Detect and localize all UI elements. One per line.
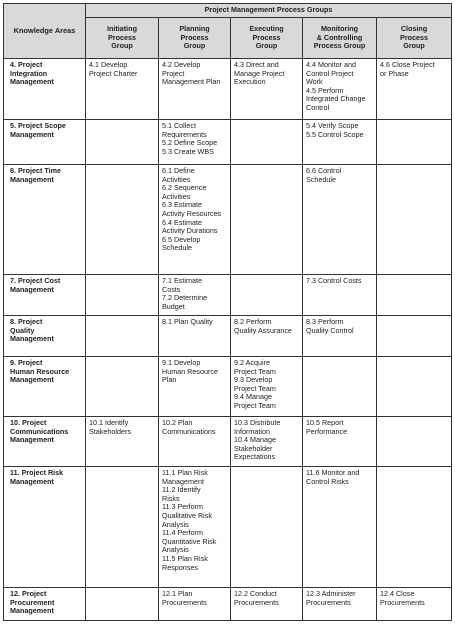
process-group-label-line: Initiating bbox=[107, 24, 137, 34]
process-text-line: 7.3 Control Costs bbox=[306, 276, 362, 285]
process-cell bbox=[86, 357, 159, 417]
knowledge-areas-header: Knowledge Areas bbox=[4, 4, 86, 59]
process-cell bbox=[231, 275, 303, 316]
title-row bbox=[4, 4, 452, 18]
process-group-label-line: Group bbox=[403, 41, 425, 51]
process-cell bbox=[377, 165, 452, 275]
process-cell bbox=[377, 417, 452, 467]
table-body bbox=[4, 59, 452, 621]
process-text-line: or Phase bbox=[380, 68, 409, 78]
table-row bbox=[4, 59, 452, 120]
process-group-label-line: Process bbox=[108, 32, 136, 42]
process-cell bbox=[303, 588, 377, 621]
table-row bbox=[4, 275, 452, 316]
process-cell bbox=[86, 316, 159, 357]
process-group-label-line: Process bbox=[180, 32, 209, 42]
process-text-line: Stakeholder bbox=[234, 443, 273, 453]
process-text-line: 9.4 Manage bbox=[234, 392, 272, 402]
process-cell bbox=[303, 275, 377, 316]
process-cell bbox=[86, 120, 159, 165]
process-text-line: 9.1 Develop bbox=[162, 358, 201, 367]
process-text-line: Project Team bbox=[234, 366, 276, 376]
process-cell bbox=[231, 120, 303, 165]
knowledge-area-cell bbox=[4, 59, 86, 120]
table-row bbox=[4, 588, 452, 621]
process-text-line: 7.2 Determine bbox=[162, 293, 208, 303]
process-group-label-line: Planning bbox=[179, 24, 210, 34]
process-text-line: 5.2 Define Scope bbox=[162, 138, 218, 148]
process-text-line: 10.3 Distribute bbox=[234, 418, 281, 427]
process-group-label-line: Closing bbox=[400, 24, 428, 34]
process-cell bbox=[231, 59, 303, 120]
process-text-line: Human Resource bbox=[162, 366, 218, 376]
knowledge-area-label-line: Management bbox=[10, 435, 54, 445]
process-text-line: Schedule bbox=[306, 174, 336, 184]
process-cell bbox=[86, 165, 159, 275]
process-text-line: 6.6 Control bbox=[306, 166, 342, 175]
process-cell bbox=[377, 357, 452, 417]
process-text-line: 8.3 Perform bbox=[306, 317, 344, 326]
knowledge-area-cell bbox=[4, 316, 86, 357]
process-text-line: Management Plan bbox=[162, 77, 221, 87]
table-header bbox=[4, 4, 452, 59]
knowledge-area-label-line: 4. Project bbox=[10, 60, 43, 69]
knowledge-area-label-line: 10. Project bbox=[10, 418, 47, 427]
process-text-line: 10.2 Plan bbox=[162, 418, 193, 427]
table-row bbox=[4, 357, 452, 417]
process-text-line: Project Charter bbox=[89, 68, 138, 78]
process-text-line: 10.1 Identify bbox=[89, 418, 129, 427]
process-cell bbox=[377, 316, 452, 357]
process-text-line: Stakeholders bbox=[89, 426, 131, 436]
table-row bbox=[4, 120, 452, 165]
process-cell bbox=[159, 588, 231, 621]
knowledge-area-label-line: Management bbox=[10, 129, 54, 139]
pm-process-table-container bbox=[3, 3, 451, 621]
process-text-line: 4.1 Develop bbox=[89, 60, 128, 69]
knowledge-area-label-line: Management bbox=[10, 77, 54, 87]
process-text-line: 5.4 Verify Scope bbox=[306, 121, 359, 130]
process-cell bbox=[303, 165, 377, 275]
knowledge-area-label-line: Procurement bbox=[10, 597, 55, 607]
knowledge-area-label-line: Management bbox=[10, 476, 54, 486]
knowledge-area-label-line: 8. Project bbox=[10, 317, 43, 326]
knowledge-area-cell bbox=[4, 120, 86, 165]
process-text-line: 5.3 Create WBS bbox=[162, 146, 214, 156]
process-cell bbox=[231, 165, 303, 275]
process-cell bbox=[303, 120, 377, 165]
process-group-header bbox=[86, 18, 159, 59]
process-cell bbox=[231, 467, 303, 588]
process-group-header bbox=[377, 18, 452, 59]
process-text-line: 6.4 Estimate bbox=[162, 217, 202, 227]
process-cell bbox=[303, 467, 377, 588]
process-text-line: 11.6 Monitor and bbox=[306, 468, 360, 477]
process-cell bbox=[377, 467, 452, 588]
process-text-line: Management bbox=[162, 476, 204, 486]
table-row bbox=[4, 467, 452, 588]
process-text-line: 6.3 Estimate bbox=[162, 200, 202, 210]
process-cell bbox=[231, 417, 303, 467]
process-cell bbox=[159, 467, 231, 588]
process-text-line: Control bbox=[306, 102, 330, 112]
process-text-line: 12.1 Plan bbox=[162, 589, 193, 598]
process-group-label-line: Group bbox=[183, 41, 206, 51]
knowledge-area-label-line: 6. Project Time bbox=[10, 166, 62, 175]
process-text-line: 12.4 Close bbox=[380, 589, 415, 598]
process-text-line: Analysis bbox=[162, 519, 189, 529]
process-group-label-line: Monitoring bbox=[320, 24, 359, 34]
process-cell bbox=[86, 467, 159, 588]
knowledge-area-label-line: Management bbox=[10, 606, 54, 616]
process-text-line: Budget bbox=[162, 301, 185, 311]
process-group-label-line: & Controlling bbox=[316, 32, 363, 42]
process-text-line: Communications bbox=[162, 426, 216, 436]
knowledge-area-label-line: 5. Project Scope bbox=[10, 121, 66, 130]
process-cell bbox=[377, 275, 452, 316]
knowledge-area-cell bbox=[4, 165, 86, 275]
process-cell bbox=[86, 588, 159, 621]
process-text-line: 12.2 Conduct bbox=[234, 589, 277, 598]
process-text-line: Activity Durations bbox=[162, 226, 218, 236]
process-text-line: 12.3 Administer bbox=[306, 589, 356, 598]
process-cell bbox=[159, 165, 231, 275]
knowledge-area-label-line: Management bbox=[10, 174, 54, 184]
process-text-line: 10.4 Manage bbox=[234, 435, 276, 445]
process-text-line: Procurements bbox=[306, 597, 351, 607]
knowledge-area-label-line: Integration bbox=[10, 68, 48, 78]
process-text-line: 4.3 Direct and bbox=[234, 60, 279, 69]
process-text-line: Requirements bbox=[162, 129, 207, 139]
process-group-label-line: Group bbox=[255, 41, 278, 51]
process-text-line: 6.1 Define bbox=[162, 166, 195, 175]
process-text-line: 11.3 Perform bbox=[162, 502, 204, 512]
process-text-line: Procurements bbox=[380, 597, 425, 607]
process-group-header bbox=[303, 18, 377, 59]
process-cell bbox=[231, 588, 303, 621]
knowledge-area-label-line: Quality bbox=[10, 325, 35, 335]
process-cell bbox=[159, 316, 231, 357]
process-text-line: 6.5 Develop bbox=[162, 234, 201, 244]
process-cell bbox=[159, 275, 231, 316]
process-group-label-line: Process bbox=[400, 32, 429, 42]
process-text-line: Control Risks bbox=[306, 476, 349, 486]
knowledge-area-label-line: 11. Project Risk bbox=[10, 468, 64, 477]
pm-process-table bbox=[3, 3, 452, 621]
process-group-header bbox=[159, 18, 231, 59]
process-text-line: Manage Project bbox=[234, 68, 285, 78]
knowledge-area-label-line: Management bbox=[10, 334, 54, 344]
process-cell bbox=[159, 59, 231, 120]
process-text-line: 9.3 Develop bbox=[234, 375, 273, 385]
process-text-line: 4.5 Perform bbox=[306, 85, 344, 95]
process-cell bbox=[377, 588, 452, 621]
process-text-line: 11.4 Perform bbox=[162, 528, 204, 538]
process-group-label-line: Executing bbox=[249, 24, 284, 34]
knowledge-area-cell bbox=[4, 588, 86, 621]
process-text-line: 7.1 Estimate bbox=[162, 276, 202, 285]
process-text-line: Integrated Change bbox=[306, 94, 366, 104]
process-text-line: Information bbox=[234, 426, 270, 436]
process-text-line: Schedule bbox=[162, 243, 192, 253]
table-row bbox=[4, 165, 452, 275]
process-text-line: Project bbox=[162, 68, 185, 78]
knowledge-area-label-line: Management bbox=[10, 375, 54, 385]
process-text-line: 11.1 Plan Risk bbox=[162, 468, 208, 477]
process-text-line: Execution bbox=[234, 77, 266, 87]
process-text-line: 4.2 Develop bbox=[162, 60, 201, 69]
process-text-line: Control Project bbox=[306, 68, 354, 78]
process-text-line: 5.5 Control Scope bbox=[306, 129, 364, 139]
process-group-label-line: Process bbox=[252, 32, 281, 42]
process-groups-title: Project Management Process Groups bbox=[86, 4, 452, 18]
process-text-line: Activity Resources bbox=[162, 208, 222, 218]
process-cell bbox=[377, 59, 452, 120]
process-cell bbox=[303, 357, 377, 417]
process-text-line: 5.1 Collect bbox=[162, 121, 196, 130]
process-text-line: Costs bbox=[162, 284, 181, 294]
process-group-header bbox=[231, 18, 303, 59]
process-cell bbox=[231, 316, 303, 357]
process-text-line: 6.2 Sequence bbox=[162, 183, 207, 193]
process-text-line: 4.4 Monitor and bbox=[306, 60, 356, 69]
process-cell bbox=[303, 316, 377, 357]
process-text-line: 10.5 Report bbox=[306, 418, 344, 427]
process-text-line: Procurements bbox=[162, 597, 207, 607]
process-text-line: Plan bbox=[162, 375, 177, 385]
process-text-line: Expectations bbox=[234, 452, 276, 462]
knowledge-area-label-line: Communications bbox=[10, 426, 69, 436]
process-text-line: Performance bbox=[306, 426, 348, 436]
knowledge-area-label-line: 7. Project Cost bbox=[10, 276, 61, 285]
process-text-line: 11.5 Plan Risk bbox=[162, 553, 208, 563]
process-group-label-line: Group bbox=[111, 41, 133, 51]
process-text-line: Qualitative Risk bbox=[162, 510, 212, 520]
process-text-line: Quality Assurance bbox=[234, 325, 292, 335]
process-text-line: Responses bbox=[162, 562, 198, 572]
process-cell bbox=[303, 417, 377, 467]
process-cell bbox=[86, 275, 159, 316]
table-row bbox=[4, 316, 452, 357]
process-group-label-line: Process Group bbox=[313, 41, 366, 51]
process-text-line: Activities bbox=[162, 191, 191, 201]
process-text-line: Quantitative Risk bbox=[162, 536, 217, 546]
process-text-line: 11.2 Identify bbox=[162, 485, 201, 495]
process-cell bbox=[231, 357, 303, 417]
process-text-line: 8.2 Perform bbox=[234, 317, 272, 326]
process-text-line: 9.2 Acquire bbox=[234, 358, 270, 367]
process-cell bbox=[303, 59, 377, 120]
knowledge-area-label-line: Human Resource bbox=[10, 366, 70, 376]
knowledge-area-label-line: Management bbox=[10, 284, 54, 294]
process-text-line: Analysis bbox=[162, 545, 189, 555]
process-text-line: Work bbox=[306, 77, 323, 87]
process-text-line: Activities bbox=[162, 174, 191, 184]
knowledge-area-label-line: 9. Project bbox=[10, 358, 43, 367]
process-text-line: Project Team bbox=[234, 400, 276, 410]
process-text-line: Quality Control bbox=[306, 325, 354, 335]
process-text-line: Project Team bbox=[234, 383, 276, 393]
process-cell bbox=[377, 120, 452, 165]
knowledge-area-label-line: 12. Project bbox=[10, 589, 47, 598]
process-text-line: Procurements bbox=[234, 597, 279, 607]
process-text-line: 4.6 Close Project bbox=[380, 60, 435, 69]
process-text-line: Risks bbox=[162, 493, 180, 503]
process-cell bbox=[86, 59, 159, 120]
knowledge-area-cell bbox=[4, 417, 86, 467]
table-row bbox=[4, 417, 452, 467]
knowledge-area-cell bbox=[4, 357, 86, 417]
process-text-line: 8.1 Plan Quality bbox=[162, 317, 213, 326]
process-cell bbox=[86, 417, 159, 467]
process-cell bbox=[159, 357, 231, 417]
process-cell bbox=[159, 417, 231, 467]
knowledge-area-cell bbox=[4, 467, 86, 588]
knowledge-area-cell bbox=[4, 275, 86, 316]
process-cell bbox=[159, 120, 231, 165]
